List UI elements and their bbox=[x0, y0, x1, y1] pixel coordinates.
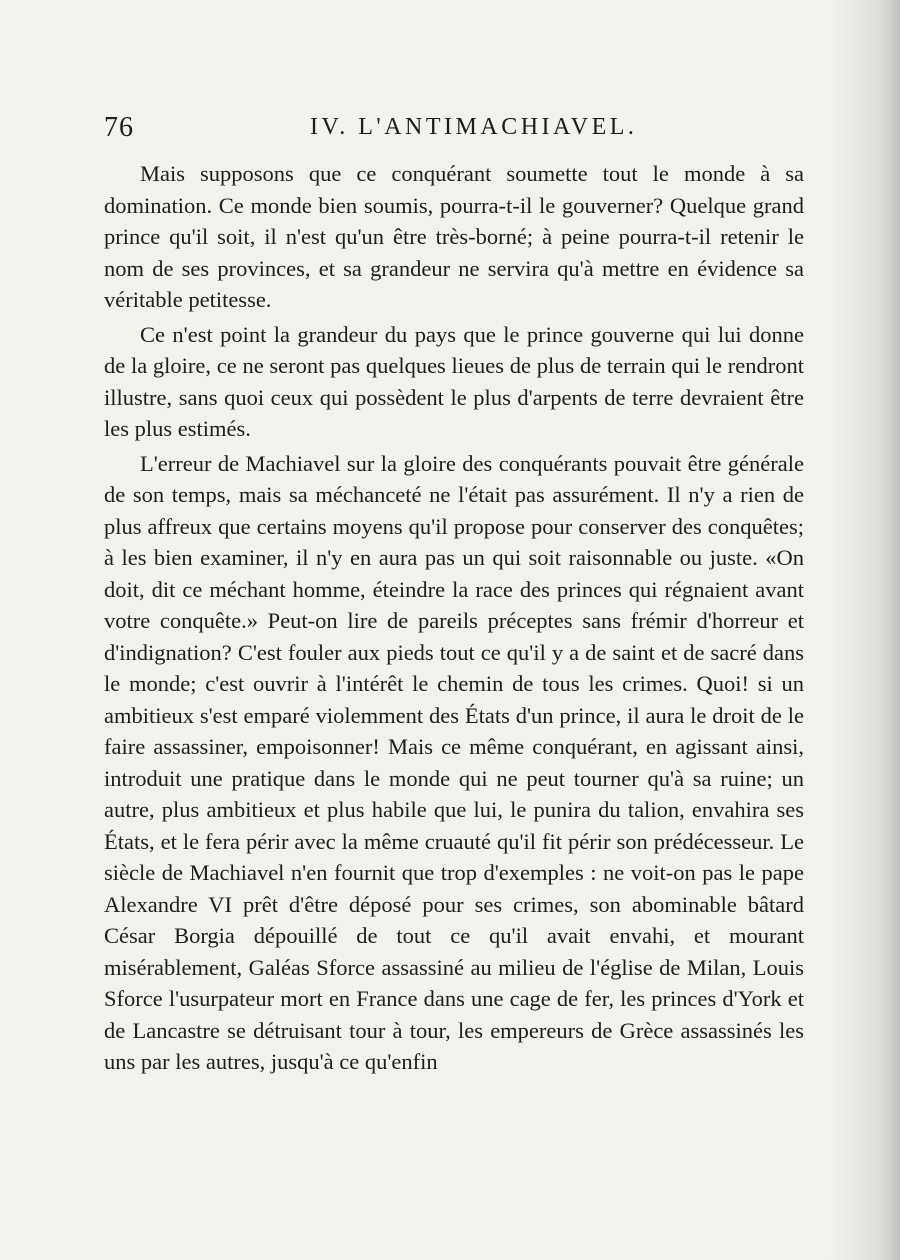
paragraph-3: L'erreur de Machiavel sur la gloire des conquérants pouvait être générale de son temps, mais sa méchanceté ne l'était pas assurément. Il n'y a rien de plus affreux que certains moyens qu'il propose pour conserver des conquêtes; à les bien examiner, il n'y en aura pas un qui soit raisonnable ou juste. «On doit, dit ce méchant homme, éteindre la race des princes qui régnaient avant votre conquête.» Peut-on lire de pareils préceptes sans frémir d'horreur et d'indignation? C'est fouler aux pieds tout ce qu'il y a de saint et de sacré dans le monde; c'est ouvrir à l'intérêt le chemin de tous les crimes. Quoi! si un ambitieux s'est emparé violemment des États d'un prince, il aura le droit de le faire assassiner, empoisonner! Mais ce même conquérant, en agissant ainsi, introduit une pratique dans le monde qui ne peut tourner qu'à sa ruine; un autre, plus ambitieux et plus habile que lui, le punira du talion, envahira ses États, et le fera périr avec la même cruauté qu'il fit périr son prédécesseur. Le siècle de Machiavel n'en fournit que trop d'exemples : ne voit-on pas le pape Alexandre VI prêt d'être déposé pour ses crimes, son abominable bâtard César Borgia dépouillé de tout ce qu'il avait envahi, et mourant misérablement, Galéas Sforce assassiné au milieu de l'église de Milan, Louis Sforce l'usurpateur mort en France dans une cage de fer, les princes d'York et de Lancastre se détruisant tour à tour, les empereurs de Grèce assassinés les uns par les autres, jusqu'à ce qu'enfin bbox=[104, 450, 804, 1074]
chapter-title: IV. L'ANTIMACHIAVEL. bbox=[310, 114, 638, 140]
paragraph-2: Ce n'est point la grandeur du pays que le prince gouverne qui lui donne de la gloire, ce ne seront pas quelques lieues de plus de terrain qui le rendront illustre, sans quoi ceux qui possèdent le plus d'arpents de terre devraient être les plus estimés. bbox=[104, 321, 804, 441]
page-edge-shadow bbox=[830, 0, 900, 1260]
page-number: 76 bbox=[104, 112, 134, 143]
paragraph-1: Mais supposons que ce conquérant soumette tout le monde à sa domination. Ce monde bien soumis, pourra-t-il le gouverner? Quelque grand prince qu'il soit, il n'est qu'un être très-borné; à peine pourra-t-il retenir le nom de ses provinces, et sa grandeur ne servira qu'à mettre en évidence sa véritable petitesse. bbox=[104, 161, 804, 312]
running-head bbox=[104, 112, 804, 152]
body-text bbox=[104, 158, 804, 1081]
